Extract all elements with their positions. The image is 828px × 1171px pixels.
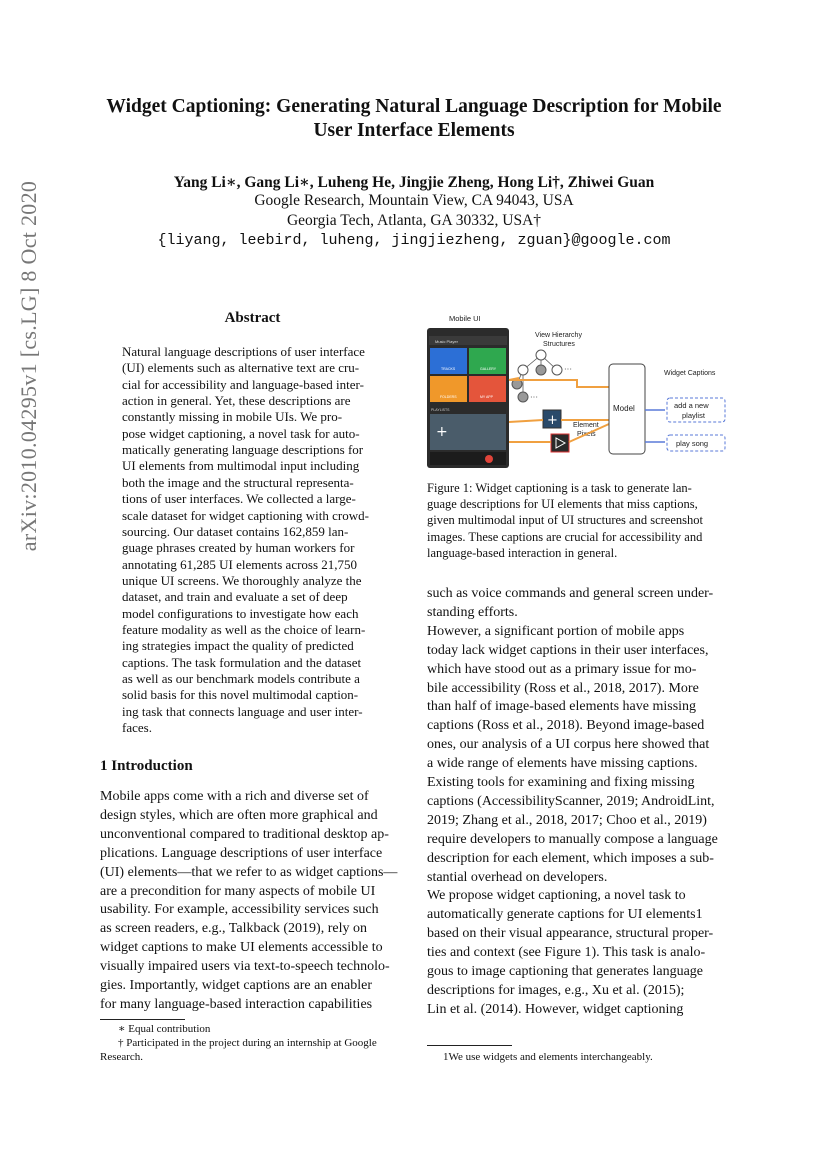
body-text-line: (UI) elements—that we refer to as widget captions—	[100, 864, 398, 880]
output-arrows	[645, 410, 665, 442]
body-text-line: ones, our analysis of a UI corpus here showed that	[427, 737, 710, 753]
playlists-label: PLAYLISTS	[431, 408, 450, 412]
abstract-line: ing strategies impact the quality of predicted	[122, 638, 354, 654]
body-text-line: bile accessibility (Ross et al., 2018, 2017). More	[427, 680, 699, 696]
figure-label-pixels: Pixels	[577, 431, 596, 438]
abstract-line: sourcing. Our dataset contains 162,859 lan-	[122, 523, 349, 539]
element-pixels-play	[551, 434, 569, 452]
footnote-internship-cont: Research.	[100, 1051, 144, 1063]
abstract-line: guage phrases created by human workers for	[122, 540, 355, 556]
tile-my-app-label: MY APP	[480, 395, 493, 399]
abstract-line: as well as our benchmark models contribute a	[122, 671, 360, 686]
author-list: Yang Li∗, Gang Li∗, Luheng He, Jingjie Zheng, Hong Li†, Zhiwei Guan	[173, 174, 655, 191]
body-text-line: for many language-based interaction capabilities	[100, 996, 373, 1012]
figure-caption-line: language-based interaction in general.	[427, 545, 618, 560]
body-text-line: visually impaired users via text-to-speech technolo-	[100, 959, 390, 975]
body-text-line: require developers to manually compose a language	[427, 831, 718, 847]
abstract-line: tions of user interfaces. We collected a large-	[122, 491, 356, 507]
add-playlist-plus-icon: +	[436, 424, 448, 440]
abstract-line: model configurations to investigate how each	[122, 605, 359, 621]
abstract-line: pose widget captioning, a novel task for auto-	[122, 425, 360, 441]
body-text-line: Lin et al. (2014). However, widget captioning	[427, 1001, 684, 1017]
tree-node	[536, 365, 546, 375]
body-text-line: are a precondition for many aspects of mobile UI	[100, 883, 376, 899]
section-heading-introduction: 1 Introduction	[100, 758, 193, 774]
tile-tracks-label: TRACKS	[441, 367, 456, 371]
body-text-line: than half of image-based elements have missing	[427, 699, 697, 715]
body-text-line: a wide range of elements have missing captions.	[427, 756, 698, 772]
paper-title	[90, 95, 738, 143]
caption-playlist: playlist	[682, 411, 705, 420]
tree-node	[552, 365, 562, 375]
abstract-line: UI elements from multimodal input including	[122, 458, 360, 474]
abstract-line: Natural language descriptions of user interface	[122, 344, 365, 359]
play-button-icon	[485, 455, 493, 463]
tile-gallery-label: GALLERY	[480, 367, 497, 371]
phone-header-title: Music Player	[435, 339, 458, 344]
abstract-line: feature modality as well as the choice of learn-	[122, 621, 366, 637]
body-text-line: descriptions for images, e.g., Xu et al. (2015);	[427, 982, 685, 998]
abstract-line: action in general. Yet, these descriptions are	[122, 393, 351, 409]
abstract-line: (UI) elements such as alternative text are cru-	[122, 360, 360, 376]
body-text-line: gous to image captioning that generates language	[427, 964, 704, 979]
body-text-line: stantial overhead on developers.	[427, 869, 608, 885]
caption-add-new: add a new	[674, 401, 709, 410]
abstract-line: ing task that connects language and user inter-	[122, 703, 363, 719]
ellipsis-icon: ···	[530, 393, 538, 402]
figure-caption-line: images. These captions are crucial for accessibility and	[427, 529, 703, 544]
footnote-widgets: 1We use widgets and elements interchangeably.	[443, 1051, 653, 1063]
body-text-line: ties and context (see Figure 1). This task is analo-	[427, 945, 706, 961]
tree-node	[518, 392, 528, 402]
body-text-line: usability. For example, accessibility services such	[100, 902, 379, 918]
footnote-rule-right	[427, 1045, 512, 1046]
author-emails: {liyang, leebird, luheng, jingjiezheng, zguan}@google.com	[157, 232, 671, 249]
body-text-line: captions (AccessibilityScanner, 2019; AndroidLint,	[427, 793, 715, 809]
arxiv-side-stamp: arXiv:2010.04295v1 [cs.LG] 8 Oct 2020	[16, 180, 41, 552]
body-text-line: 2019; Zhang et al., 2018, 2017; Choo et al., 2019)	[427, 812, 707, 828]
abstract-line: annotating 61,285 UI elements across 21,750	[122, 556, 358, 572]
body-text-line: today lack widget captions in their user interfaces,	[427, 642, 709, 658]
abstract-line: unique UI screens. We thoroughly analyze the	[122, 572, 362, 588]
abstract-line: scale dataset for widget captioning with crowd-	[122, 507, 369, 523]
body-text-line: unconventional compared to traditional desktop ap-	[100, 826, 389, 842]
body-text-line: standing efforts.	[427, 604, 518, 620]
affiliation-georgia-tech: Georgia Tech, Atlanta, GA 30332, USA†	[286, 212, 542, 229]
footnote-equal-contribution: ∗ Equal contribution	[118, 1023, 211, 1035]
body-text-line: such as voice commands and general screen under-	[427, 586, 714, 601]
element-plus-icon: +	[547, 413, 558, 428]
abstract-line: matically generating language descriptions for	[122, 442, 364, 458]
body-text-line: captions (Ross et al., 2018). Beyond image-based	[427, 718, 705, 734]
body-text-line: We propose widget captioning, a novel task to	[427, 888, 686, 904]
abstract-heading: Abstract	[224, 310, 281, 326]
tree-root-node	[536, 350, 546, 360]
abstract-line: faces.	[122, 720, 152, 736]
abstract-line: solid basis for this novel multimodal caption-	[122, 687, 359, 703]
body-text-line: plications. Language descriptions of user interface	[100, 845, 383, 861]
figure-caption-line: Figure 1: Widget captioning is a task to generate lan-	[427, 481, 692, 495]
body-text-line: description for each element, which imposes a sub-	[427, 850, 714, 866]
view-hierarchy-tree	[517, 355, 557, 397]
figure-label-element: Element	[573, 422, 599, 429]
title-line-2: User Interface Elements	[313, 120, 515, 141]
footnote-internship: † Participated in the project during an internship at Google	[118, 1037, 377, 1049]
body-text-line: based on their visual appearance, structural proper-	[427, 926, 714, 942]
body-text-line: as screen readers, e.g., Talkback (2019), rely on	[100, 921, 367, 937]
caption-play-song: play song	[676, 439, 709, 448]
figure-caption-line: given multimodal input of UI structures and screenshot	[427, 513, 703, 528]
abstract-line: cial for accessibility and language-based inter-	[122, 376, 364, 392]
body-text-line: Mobile apps come with a rich and diverse set of	[100, 789, 369, 804]
body-text-line: which have stood out as a primary issue for mo-	[427, 661, 697, 677]
affiliation-google: Google Research, Mountain View, CA 94043, USA	[254, 192, 574, 209]
figure-label-structures: Structures	[543, 341, 575, 348]
body-text-line: gies. Importantly, widget captions are an enabler	[100, 978, 372, 993]
figure-label-view-hierarchy: View Hierarchy	[535, 332, 582, 339]
figure-1	[427, 312, 735, 472]
abstract-line: both the image and the structural representa-	[122, 474, 354, 490]
body-text-line: design styles, which are often more graphical and	[100, 807, 378, 823]
phone-bottom-bar	[430, 452, 506, 465]
tile-folders-label: FOLDERS	[440, 395, 457, 399]
figure-label-mobile-ui: Mobile UI	[449, 314, 481, 323]
abstract-line: dataset, and train and evaluate a set of deep	[122, 589, 348, 605]
figure-caption-line: guage descriptions for UI elements that miss captions,	[427, 497, 698, 512]
abstract-line: captions. The task formulation and the dataset	[122, 654, 362, 670]
figure-label-model: Model	[613, 404, 635, 413]
ellipsis-icon: ···	[564, 365, 572, 374]
figure-label-widget-captions: Widget Captions	[664, 370, 716, 377]
body-text-line: However, a significant portion of mobile apps	[427, 623, 685, 639]
tree-node	[518, 365, 528, 375]
title-line-1: Widget Captioning: Generating Natural Language Description for Mobile	[106, 96, 722, 117]
body-text-line: widget captions to make UI elements accessible to	[100, 940, 383, 956]
abstract-line: constantly missing in mobile UIs. We pro-	[122, 409, 343, 425]
body-text-line: Existing tools for examining and fixing missing	[427, 775, 695, 790]
body-text-line: automatically generate captions for UI elements1	[427, 907, 703, 923]
footnote-rule-left	[100, 1019, 185, 1020]
